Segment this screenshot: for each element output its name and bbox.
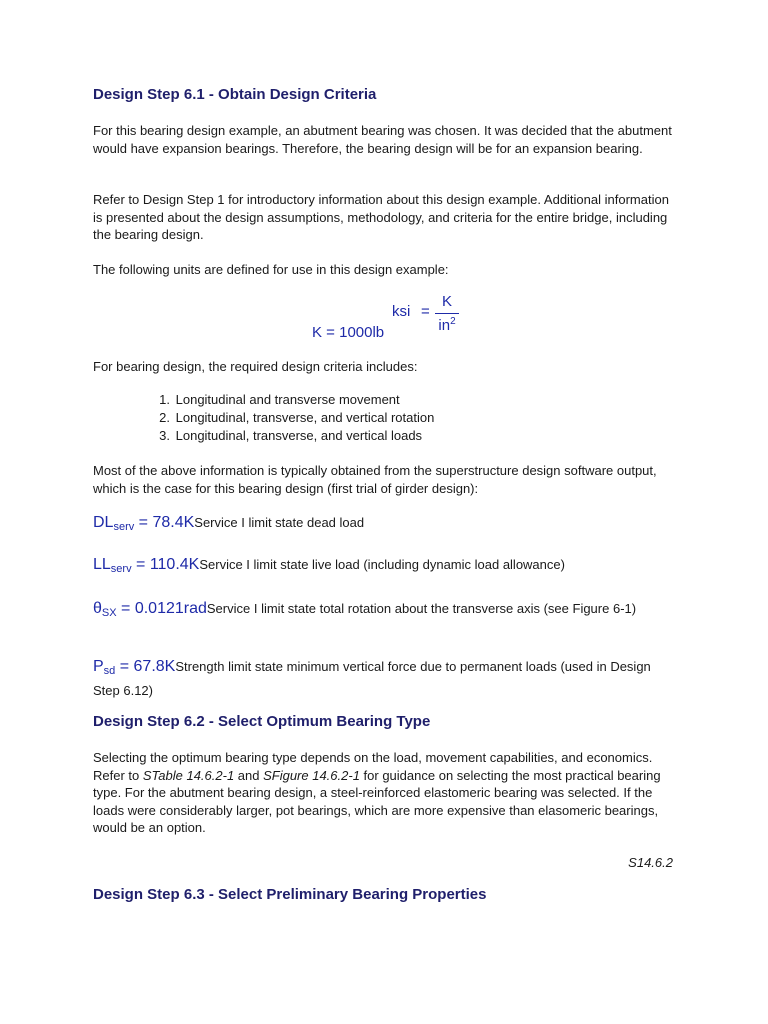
- theta-sx-expression: $\theta_{SX} = 0.0121rad$: [93, 600, 207, 619]
- sfigure-reference: SFigure 14.6.2-1: [263, 767, 360, 783]
- list-item: 3. Longitudinal, transverse, and vertical loads: [159, 428, 423, 443]
- kip-definition: K = 1000lb: [312, 324, 385, 341]
- fraction-denominator: $in^2$: [438, 316, 456, 334]
- ll-serv-expression: $LL_{serv} = 110.4K$: [93, 556, 200, 575]
- paragraph-criteria-intro: For bearing design, the required design criteria includes:: [93, 359, 418, 374]
- stable-reference: STable 14.6.2-1: [142, 767, 235, 783]
- paragraph-optimum-bearing: Selecting the optimum bearing type depends on the load, movement capabilities, and economics. Refer to STable 14.6.2-1 and SFigure 14.6.2-1 for guidance on selecting the most practical bearing type. For the abutment bearing design, a steel-reinforced elastomeric bearing was selected. If the loads were considerably larger, pot bearings, which are more expensive than elasomeric bearings, would be an option.: [93, 750, 661, 835]
- p-sd-expression: $P_{sd} = 67.8K$: [93, 658, 176, 677]
- ll-serv-description: Service I limit state live load (including dynamic load allowance): [199, 557, 565, 572]
- theta-sx-description: Service I limit state total rotation about the transverse axis (see Figure 6-1): [206, 601, 637, 616]
- dl-serv-description: Service I limit state dead load: [194, 515, 365, 530]
- section-6-3-heading: Design Step 6.3 - Select Preliminary Bearing Properties: [93, 886, 487, 903]
- fraction-bar: [435, 313, 459, 314]
- section-6-1-heading: Design Step 6.1 - Obtain Design Criteria: [93, 86, 377, 103]
- list-item: 1. Longitudinal and transverse movement: [159, 392, 400, 407]
- fraction-numerator: K: [441, 293, 452, 310]
- variable-p-sd: [93, 657, 673, 700]
- paragraph-bearing-choice: For this bearing design example, an abutment bearing was chosen. It was decided that the abutment would have expansion bearings. Therefore, the bearing design will be for an expansion bearing.: [93, 123, 672, 156]
- ksi-label: ksi: [392, 303, 411, 320]
- variable-theta-sx: [93, 599, 673, 623]
- paragraph-refer-design-step-1: Refer to Design Step 1 for introductory information about this design example. Additional information is presented about the design assumptions, methodology, and criteria for the entire bridge, including the bearing design.: [93, 192, 669, 242]
- dl-serv-expression: $DL_{serv} = 78.4K$: [93, 514, 195, 533]
- ksi-equals: =: [421, 303, 430, 320]
- list-item: 2. Longitudinal, transverse, and vertical rotation: [159, 410, 435, 425]
- variable-dl-serv: [93, 514, 673, 537]
- paragraph-software-output: Most of the above information is typically obtained from the superstructure design software output, which is the case for this bearing design (first trial of girder design):: [93, 463, 657, 496]
- paragraph-units-intro: The following units are defined for use in this design example:: [93, 262, 449, 277]
- spec-reference: S14.6.2: [628, 855, 673, 870]
- p-sd-description: Strength limit state minimum vertical force due to permanent loads (used in Design Step 6.12): [93, 659, 651, 698]
- section-6-2-heading: Design Step 6.2 - Select Optimum Bearing Type: [93, 713, 431, 730]
- variable-ll-serv: [93, 556, 673, 579]
